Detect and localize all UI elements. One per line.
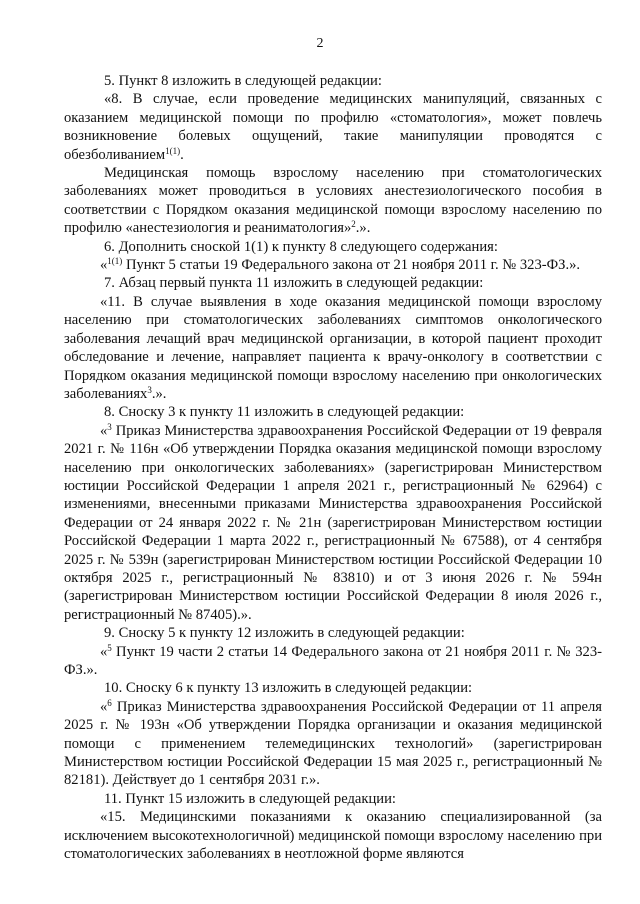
paragraph: 5. Пункт 8 изложить в следующей редакции: — [104, 73, 382, 89]
paragraph: 10. Сноску 6 к пункту 13 изложить в следующей редакции: — [104, 680, 473, 697]
paragraph: 7. Абзац первый пункта 11 изложить в следующей редакции: — [104, 275, 484, 292]
paragraph: «$^{1(1)}$ Пункт 5 статьи 19 Федерального закона от 21 ноября 2011 г. № 323-ФЗ.». — [100, 256, 581, 274]
paragraph: «15. Медицинскими показаниями к оказанию специализированной (за исключением высокотехнологичной) медицинской помощи взрослому населению при стоматологических заболеваниях в неотложной форме являются — [64, 809, 602, 863]
paragraph: «$^3$ Приказ Министерства здравоохранения Российской Федерации от 19 февраля 2021 г. № 116н «Об утверждении Порядка оказания медицинской помощи взрослому населению при онкологических заболеваниях» (зарегистрирован Министерством юстиции Российской Федерации 1 апреля 2021 г., регистрационный № 62964) с изменениями, внесенными приказами Министерства здравоохранения Российской Федерации от 24 января 2022 г. № 21н (зарегистрирован Министерством юстиции Российской Федерации 1 марта 2022 г., регистрационный № 67588), от 4 сентября 2025 г. № 539н (зарегистрирован Министерством юстиции Российской Федерации 10 октября 2025 г., регистрационный № 83810) и от 3 июня 2026 г. № 594н (зарегистрирован Министерством юстиции Российской Федерации 8 июля 2026 г., регистрационный № 87405).». — [64, 421, 602, 623]
footnote-ref: 1(1) — [165, 145, 181, 156]
paragraph: 9. Сноску 5 к пункту 12 изложить в следующей редакции: — [104, 625, 465, 642]
footnote-ref: 3 — [107, 421, 112, 432]
paragraph: «8. В случае, если проведение медицинских манипуляций, связанных с оказанием медицинской помощи по профилю «стоматология», может повлечь возникновение болевых ощущений, такие манипуляции проводятся с обезболиванием$^{1(1)}$. — [64, 91, 602, 163]
paragraph: «$^6$ Приказ Министерства здравоохранения Российской Федерации от 11 апреля 2025 г. № 193н «Об утверждении Порядка организации и оказания медицинской помощи с применением телемедицинских технологий» (зарегистрирован Министерством юстиции Российской Федерации 15 мая 2025 г., регистрационный № 82181). Действует до 1 сентября 2031 г.». — [64, 697, 602, 789]
footnote-ref: 6 — [107, 697, 112, 708]
page-number: 2 — [316, 36, 324, 51]
footnote-ref: 3 — [147, 384, 152, 395]
paragraph: 11. Пункт 15 изложить в следующей редакции: — [104, 790, 396, 807]
paragraph: Медицинская помощь взрослому населению при стоматологических заболеваниях может проводиться в условиях анестезиологического пособия в соответствии с Порядком оказания медицинской помощи взрослому населению по профилю «анестезиология и реаниматология»$^2$.». — [64, 165, 602, 237]
document-body — [64, 72, 602, 863]
footnote-ref: 5 — [107, 642, 112, 653]
paragraph: 6. Дополнить сноской 1(1) к пункту 8 следующего содержания: — [104, 238, 498, 255]
footnote-ref: 1(1) — [107, 256, 123, 267]
paragraph: «$^5$ Пункт 19 части 2 статьи 14 Федерального закона от 21 ноября 2011 г. № 323-ФЗ.». — [64, 642, 602, 678]
paragraph: 8. Сноску 3 к пункту 11 изложить в следующей редакции: — [104, 404, 465, 421]
footnote-ref: 2 — [351, 219, 356, 230]
paragraph: «11. В случае выявления в ходе оказания медицинской помощи взрослому населению при стоматологических заболеваниях симптомов онкологического заболевания лечащий врач медицинской организации, в которой пациент проходит обследование и лечение, направляет пациента к врачу-онкологу в соответствии с Порядком оказания медицинской помощи взрослому населению при онкологических заболеваниях$^3$.». — [64, 293, 602, 402]
